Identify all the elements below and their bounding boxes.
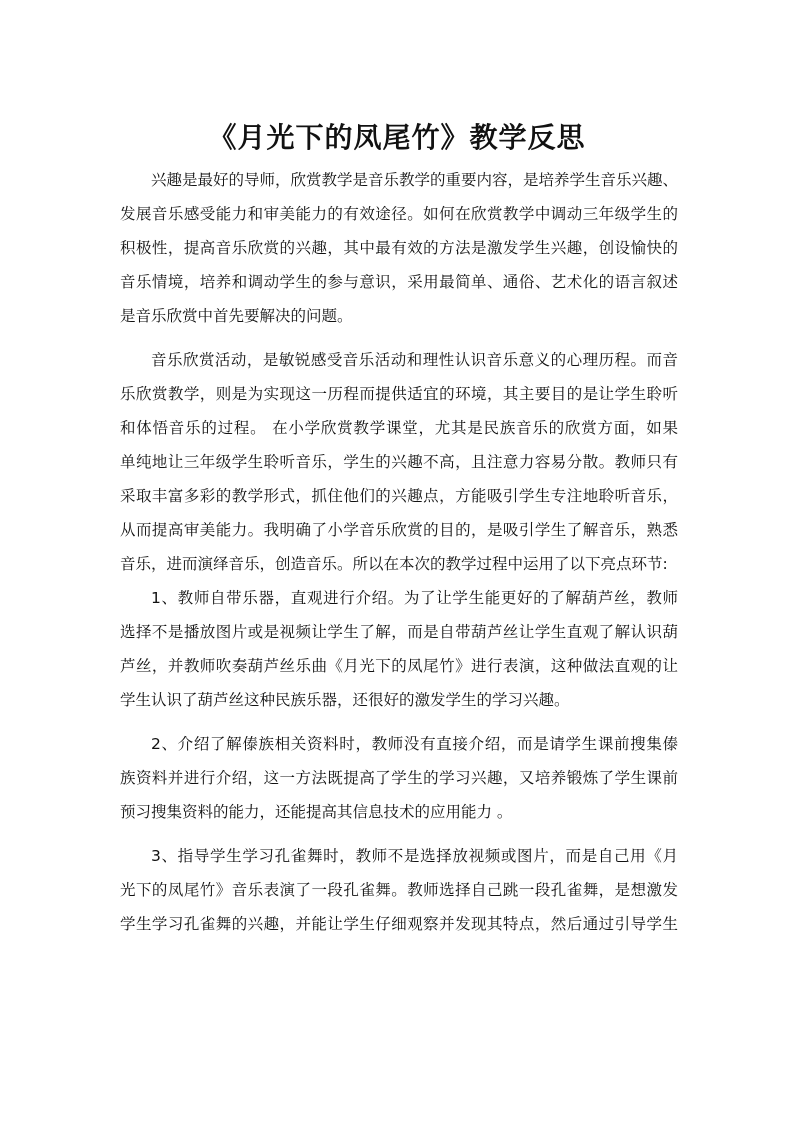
paragraph-line: 选择不是播放图片或是视频让学生了解，而是自带葫芦丝让学生直观了解认识葫 (120, 623, 678, 641)
paragraph-4 (120, 727, 678, 829)
paragraph-line: 发展音乐感受能力和审美能力的有效途径。如何在欣赏教学中调动三年级学生的 (120, 205, 678, 223)
paragraph-line: 预习搜集资料的能力，还能提高其信息技术的应用能力 。 (120, 803, 513, 821)
document-title: 《月光下的凤尾竹》教学反思 (208, 121, 586, 154)
paragraph-line: 1、教师自带乐器，直观进行介绍。为了让学生能更好的了解葫芦丝，教师 (151, 589, 678, 607)
paragraph-line: 和体悟音乐的过程。 在小学欣赏教学课堂，尤其是民族音乐的欣赏方面，如果 (120, 419, 678, 437)
paragraph-1 (120, 163, 678, 333)
paragraph-line: 兴趣是最好的导师，欣赏教学是音乐教学的重要内容，是培养学生音乐兴趣、 (151, 171, 678, 189)
paragraph-line: 芦丝，并教师吹奏葫芦丝乐曲《月光下的凤尾竹》进行表演，这种做法直观的让 (120, 657, 678, 675)
paragraph-line: 采取丰富多彩的教学形式，抓住他们的兴趣点，方能吸引学生专注地聆听音乐， (120, 487, 678, 505)
paragraph-line: 3、指导学生学习孔雀舞时，教师不是选择放视频或图片，而是自己用《月 (151, 847, 678, 865)
paragraph-line: 从而提高审美能力。我明确了小学音乐欣赏的目的，是吸引学生了解音乐，熟悉 (120, 521, 678, 539)
paragraph-line: 音乐欣赏活动，是敏锐感受音乐活动和理性认识音乐意义的心理历程。而音 (151, 351, 678, 369)
paragraph-line: 是音乐欣赏中首先要解决的问题。 (120, 307, 353, 325)
paragraph-line: 2、介绍了解傣族相关资料时，教师没有直接介绍，而是请学生课前搜集傣 (151, 735, 678, 753)
paragraph-line: 族资料并进行介绍，这一方法既提高了学生的学习兴趣，又培养锻炼了学生课前 (120, 769, 678, 787)
paragraph-line: 积极性，提高音乐欣赏的兴趣，其中最有效的方法是激发学生兴趣，创设愉快的 (120, 239, 678, 257)
paragraph-line: 音乐情境，培养和调动学生的参与意识，采用最简单、通俗、艺术化的语言叙述 (120, 273, 678, 291)
paragraph-3 (120, 581, 678, 717)
paragraph-line: 单纯地让三年级学生聆听音乐，学生的兴趣不高，且注意力容易分散。教师只有 (120, 453, 678, 471)
paragraph-line: 学生学习孔雀舞的兴趣，并能让学生仔细观察并发现其特点，然后通过引导学生 (120, 915, 678, 933)
document-body (120, 163, 678, 941)
paragraph-2 (120, 343, 678, 581)
paragraph-line: 音乐，进而演绎音乐，创造音乐。所以在本次的教学过程中运用了以下亮点环节: (120, 555, 668, 573)
paragraph-line: 光下的凤尾竹》音乐表演了一段孔雀舞。教师选择自己跳一段孔雀舞，是想激发 (120, 881, 678, 899)
paragraph-line: 学生认识了葫芦丝这种民族乐器，还很好的激发学生的学习兴趣。 (120, 691, 570, 709)
paragraph-line: 乐欣赏教学，则是为实现这一历程而提供适宜的环境，其主要目的是让学生聆听 (120, 385, 678, 403)
paragraph-5 (120, 839, 678, 941)
